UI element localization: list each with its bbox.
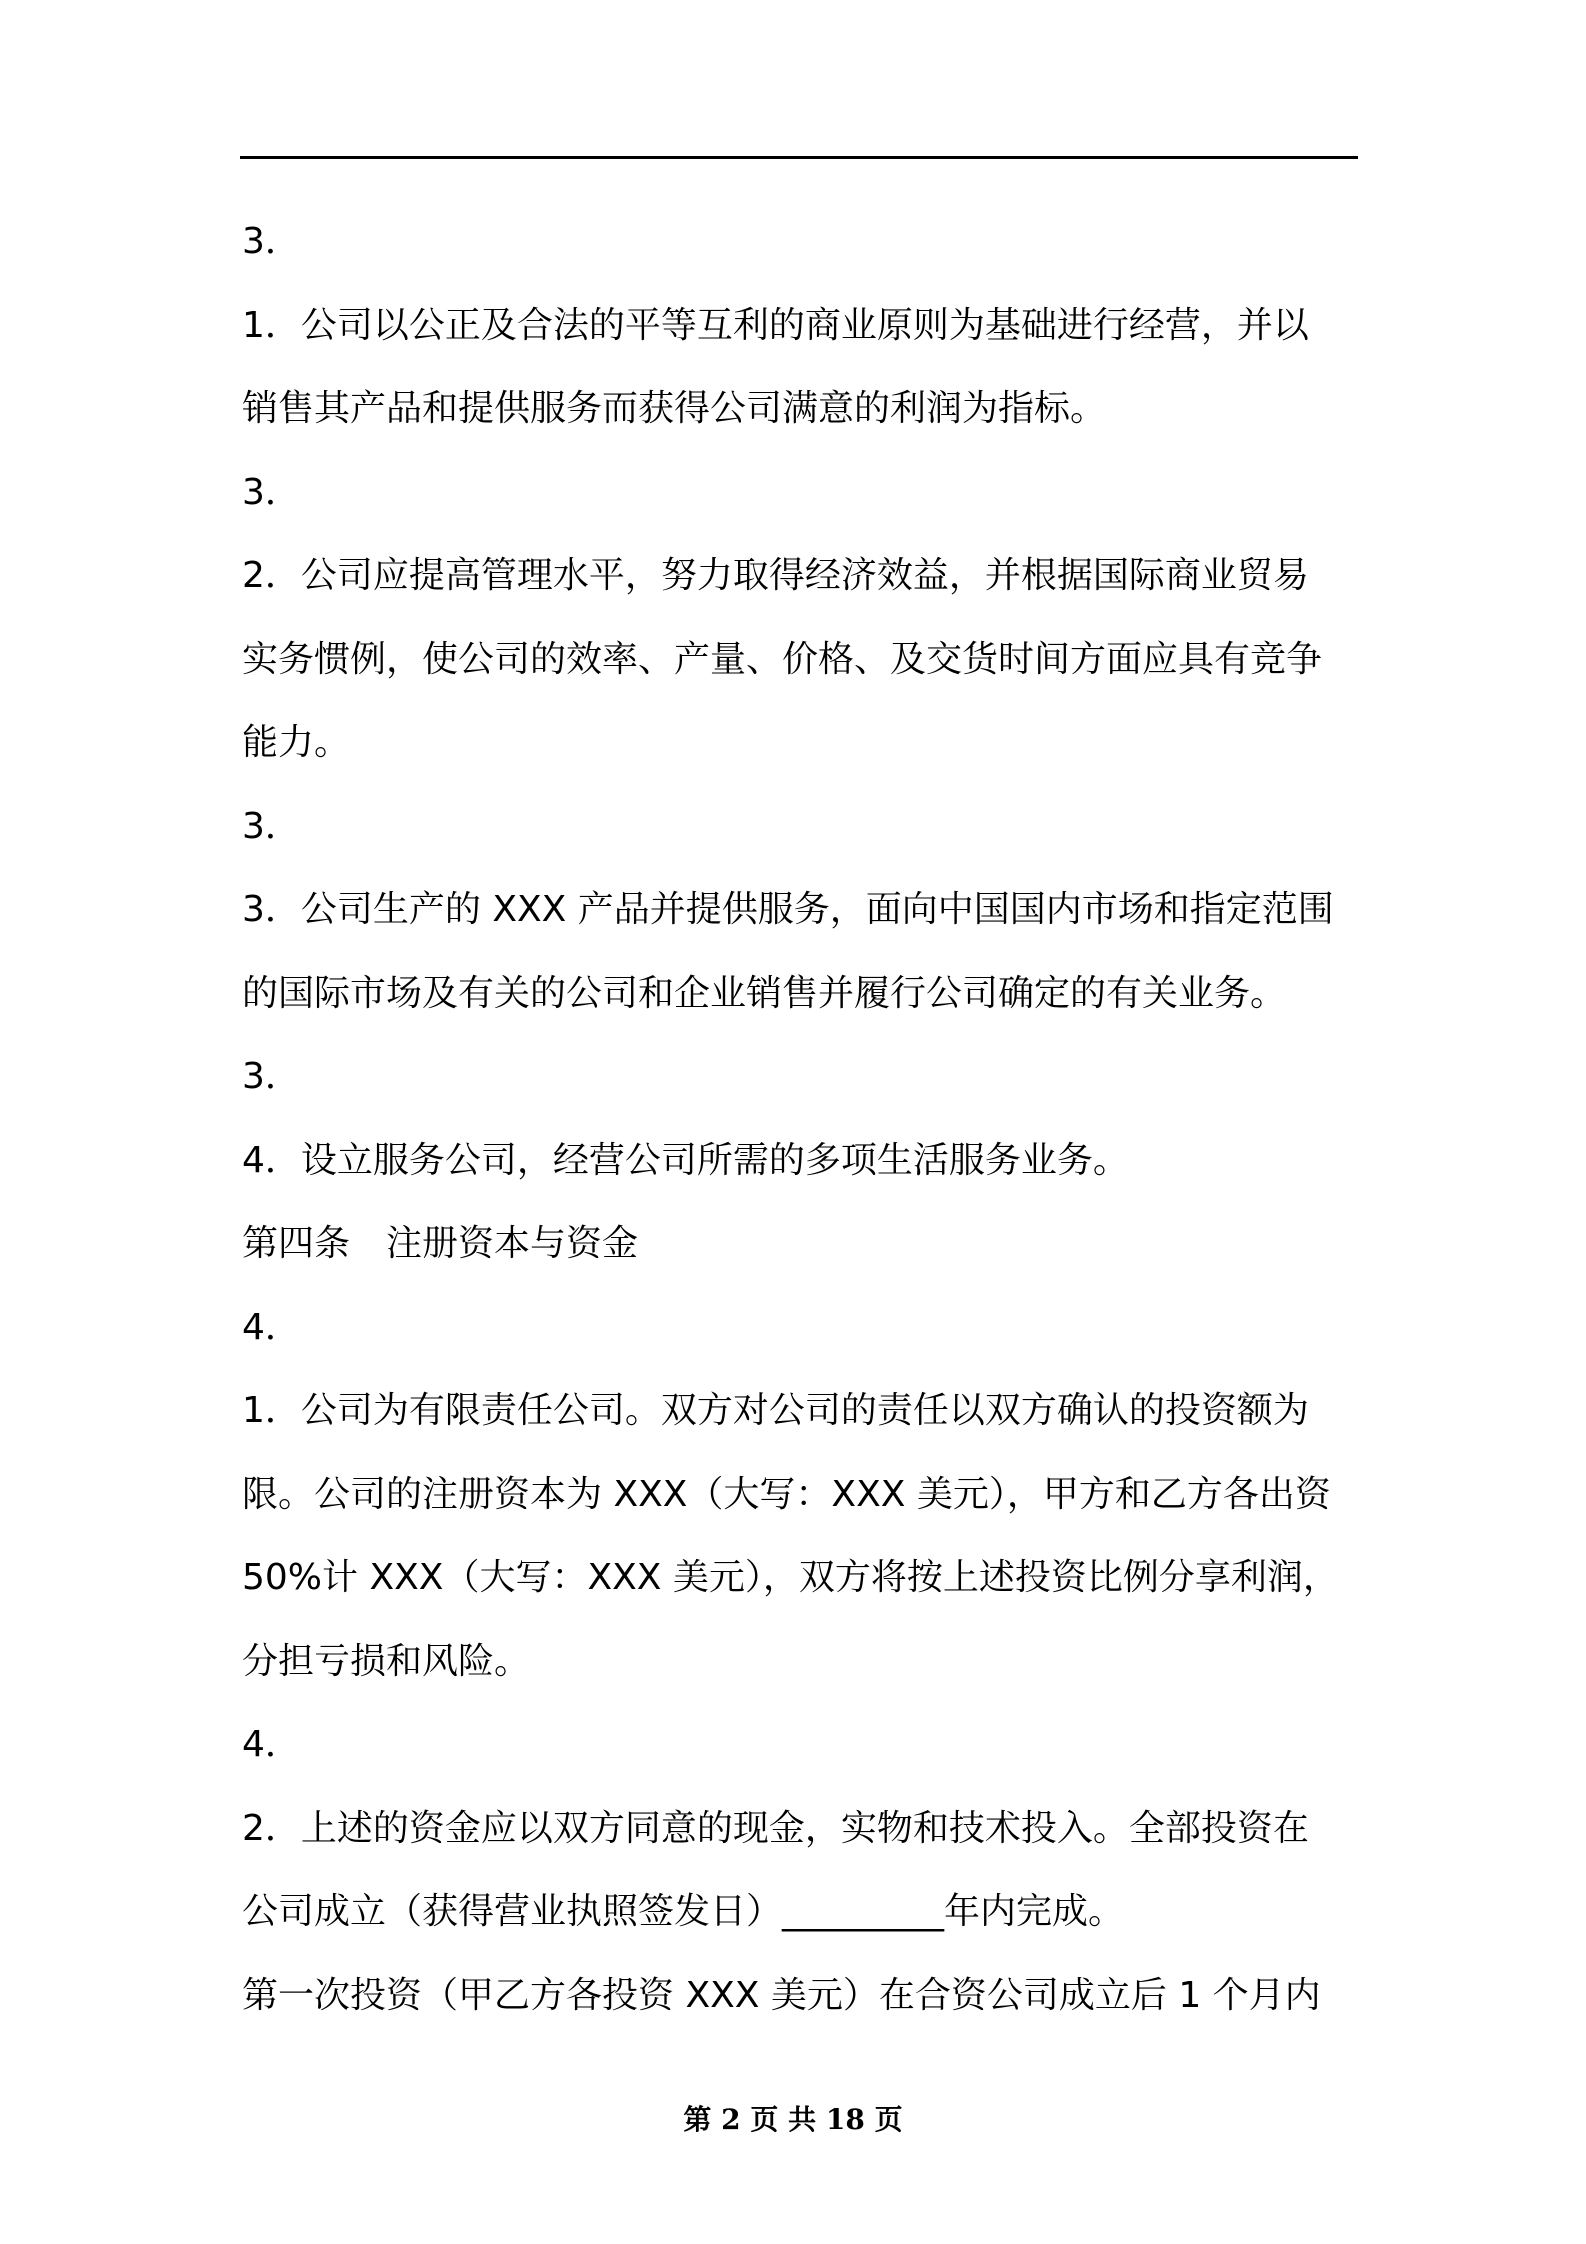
text-line: 4．设立服务公司，经营公司所需的多项生活服务业务。 [242,1139,1129,1181]
text-line: 2．上述的资金应以双方同意的现金，实物和技术投入。全部投资在 [242,1807,1309,1849]
text-line: 限。公司的注册资本为 XXX（大写：XXX 美元），甲方和乙方各出资 [242,1473,1331,1515]
text-line: 3．公司生产的 XXX 产品并提供服务，面向中国国内市场和指定范围 [242,889,1334,930]
text-line: 实务惯例，使公司的效率、产量、价格、及交货时间方面应具有竞争 [242,638,1323,680]
section-heading: 第四条 注册资本与资金 [242,1223,639,1264]
text-line: 4． [242,1724,301,1765]
text-line: 1．公司为有限责任公司。双方对公司的责任以双方确认的投资额为 [242,1390,1309,1431]
text-line: 1．公司以公正及合法的平等互利的商业原则为基础进行经营，并以 [242,304,1309,346]
text-line: 3． [242,221,301,262]
text-line: 销售其产品和提供服务而获得公司满意的利润为指标。 [242,388,1107,429]
text-line: 2．公司应提高管理水平，努力取得经济效益，并根据国际商业贸易 [242,555,1309,596]
text-line: 50%计 XXX（大写：XXX 美元），双方将按上述投资比例分享利润， [242,1557,1339,1598]
text-line: 分担亏损和风险。 [242,1640,531,1682]
text-line: 3． [242,1056,301,1097]
text-line: 能力。 [242,722,351,763]
text-line: 第一次投资（甲乙方各投资 XXX 美元）在合资公司成立后 1 个月内 [242,1974,1321,2016]
text-line: 3． [242,471,301,513]
text-line: 公司成立（获得营业执照签发日）_________年内完成。 [242,1891,1125,1932]
text-line: 3． [242,805,301,847]
text-line: 的国际市场及有关的公司和企业销售并履行公司确定的有关业务。 [242,972,1287,1014]
header-rule [240,156,1358,159]
text-line: 4． [242,1306,301,1348]
document-body [242,200,1362,2037]
page-number: 第 2 页 共 18 页 [683,2103,903,2136]
